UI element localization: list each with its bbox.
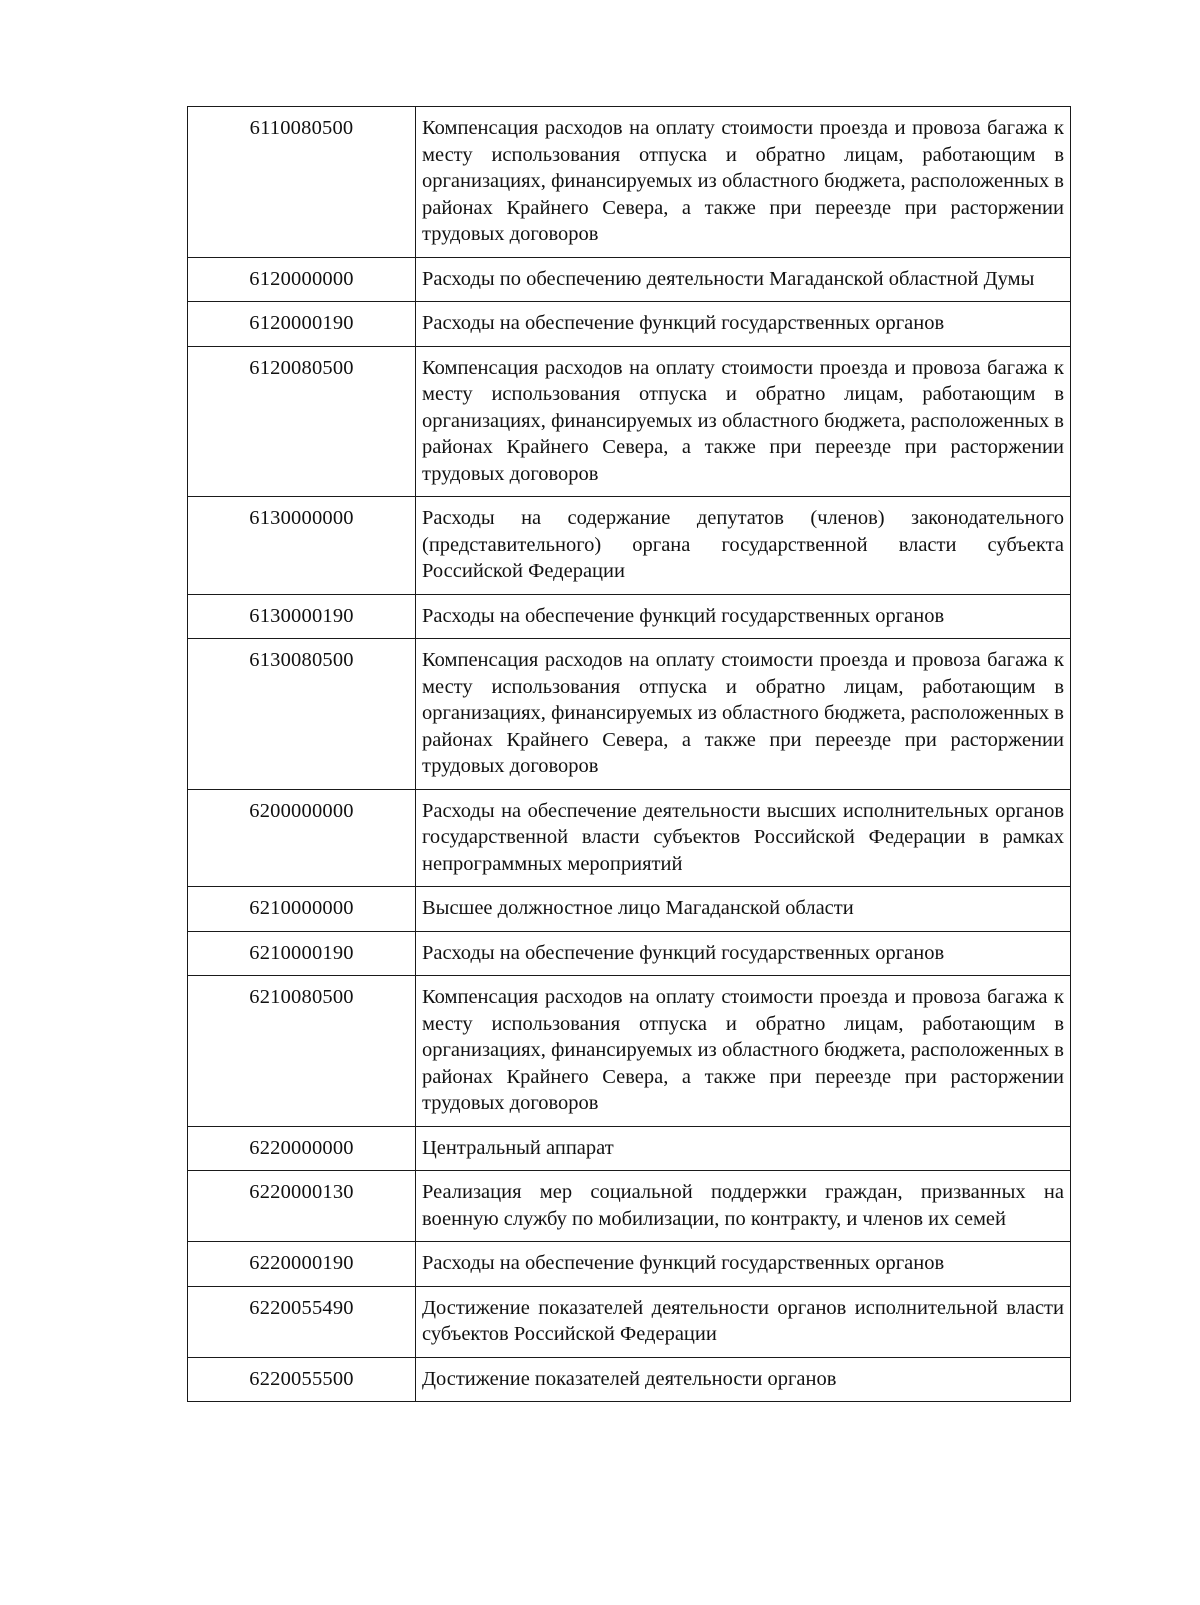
table-row <box>188 789 1071 887</box>
table-row <box>188 887 1071 932</box>
row-description: Расходы по обеспечению деятельности Магаданской областной Думы <box>416 257 1071 302</box>
table-body <box>188 107 1071 1402</box>
row-description: Достижение показателей деятельности органов исполнительной власти субъектов Российской Федерации <box>416 1286 1071 1357</box>
table-row <box>188 594 1071 639</box>
table-row <box>188 1286 1071 1357</box>
row-description: Расходы на содержание депутатов (членов) законодательного (представительного) органа государственной власти субъекта Российской Федерации <box>416 497 1071 595</box>
table-row <box>188 931 1071 976</box>
table-row <box>188 107 1071 258</box>
table-row <box>188 1126 1071 1171</box>
row-code: 6120080500 <box>188 346 416 497</box>
table-row <box>188 1357 1071 1402</box>
row-code: 6220055500 <box>188 1357 416 1402</box>
row-description: Достижение показателей деятельности органов <box>416 1357 1071 1402</box>
row-code: 6120000190 <box>188 302 416 347</box>
row-code: 6210000190 <box>188 931 416 976</box>
table-row <box>188 1171 1071 1242</box>
row-description: Расходы на обеспечение функций государственных органов <box>416 931 1071 976</box>
row-code: 6210080500 <box>188 976 416 1127</box>
row-description: Реализация мер социальной поддержки граждан, призванных на военную службу по мобилизации, по контракту, и членов их семей <box>416 1171 1071 1242</box>
row-code: 6210000000 <box>188 887 416 932</box>
row-code: 6120000000 <box>188 257 416 302</box>
row-code: 6130000190 <box>188 594 416 639</box>
row-code: 6220000000 <box>188 1126 416 1171</box>
table-row <box>188 346 1071 497</box>
row-code: 6110080500 <box>188 107 416 258</box>
row-code: 6220000130 <box>188 1171 416 1242</box>
row-description: Центральный аппарат <box>416 1126 1071 1171</box>
row-description: Расходы на обеспечение функций государственных органов <box>416 1242 1071 1287</box>
row-code: 6130000000 <box>188 497 416 595</box>
row-description: Расходы на обеспечение деятельности высших исполнительных органов государственной власти субъектов Российской Федерации в рамках непрограммных мероприятий <box>416 789 1071 887</box>
row-code: 6130080500 <box>188 639 416 790</box>
table-row <box>188 257 1071 302</box>
row-code: 6220000190 <box>188 1242 416 1287</box>
table-row <box>188 976 1071 1127</box>
row-description: Компенсация расходов на оплату стоимости проезда и провоза багажа к месту использования отпуска и обратно лицам, работающим в организациях, финансируемых из областного бюджета, расположенных в районах Крайнего Севера, а также при переезде при расторжении трудовых договоров <box>416 976 1071 1127</box>
budget-codes-table <box>187 106 1071 1402</box>
row-code: 6220055490 <box>188 1286 416 1357</box>
row-description: Компенсация расходов на оплату стоимости проезда и провоза багажа к месту использования отпуска и обратно лицам, работающим в организациях, финансируемых из областного бюджета, расположенных в районах Крайнего Севера, а также при переезде при расторжении трудовых договоров <box>416 107 1071 258</box>
row-description: Компенсация расходов на оплату стоимости проезда и провоза багажа к месту использования отпуска и обратно лицам, работающим в организациях, финансируемых из областного бюджета, расположенных в районах Крайнего Севера, а также при переезде при расторжении трудовых договоров <box>416 346 1071 497</box>
table-row <box>188 497 1071 595</box>
row-description: Высшее должностное лицо Магаданской области <box>416 887 1071 932</box>
table-row <box>188 302 1071 347</box>
table-row <box>188 639 1071 790</box>
row-description: Расходы на обеспечение функций государственных органов <box>416 594 1071 639</box>
row-description: Компенсация расходов на оплату стоимости проезда и провоза багажа к месту использования отпуска и обратно лицам, работающим в организациях, финансируемых из областного бюджета, расположенных в районах Крайнего Севера, а также при переезде при расторжении трудовых договоров <box>416 639 1071 790</box>
row-code: 6200000000 <box>188 789 416 887</box>
row-description: Расходы на обеспечение функций государственных органов <box>416 302 1071 347</box>
table-row <box>188 1242 1071 1287</box>
